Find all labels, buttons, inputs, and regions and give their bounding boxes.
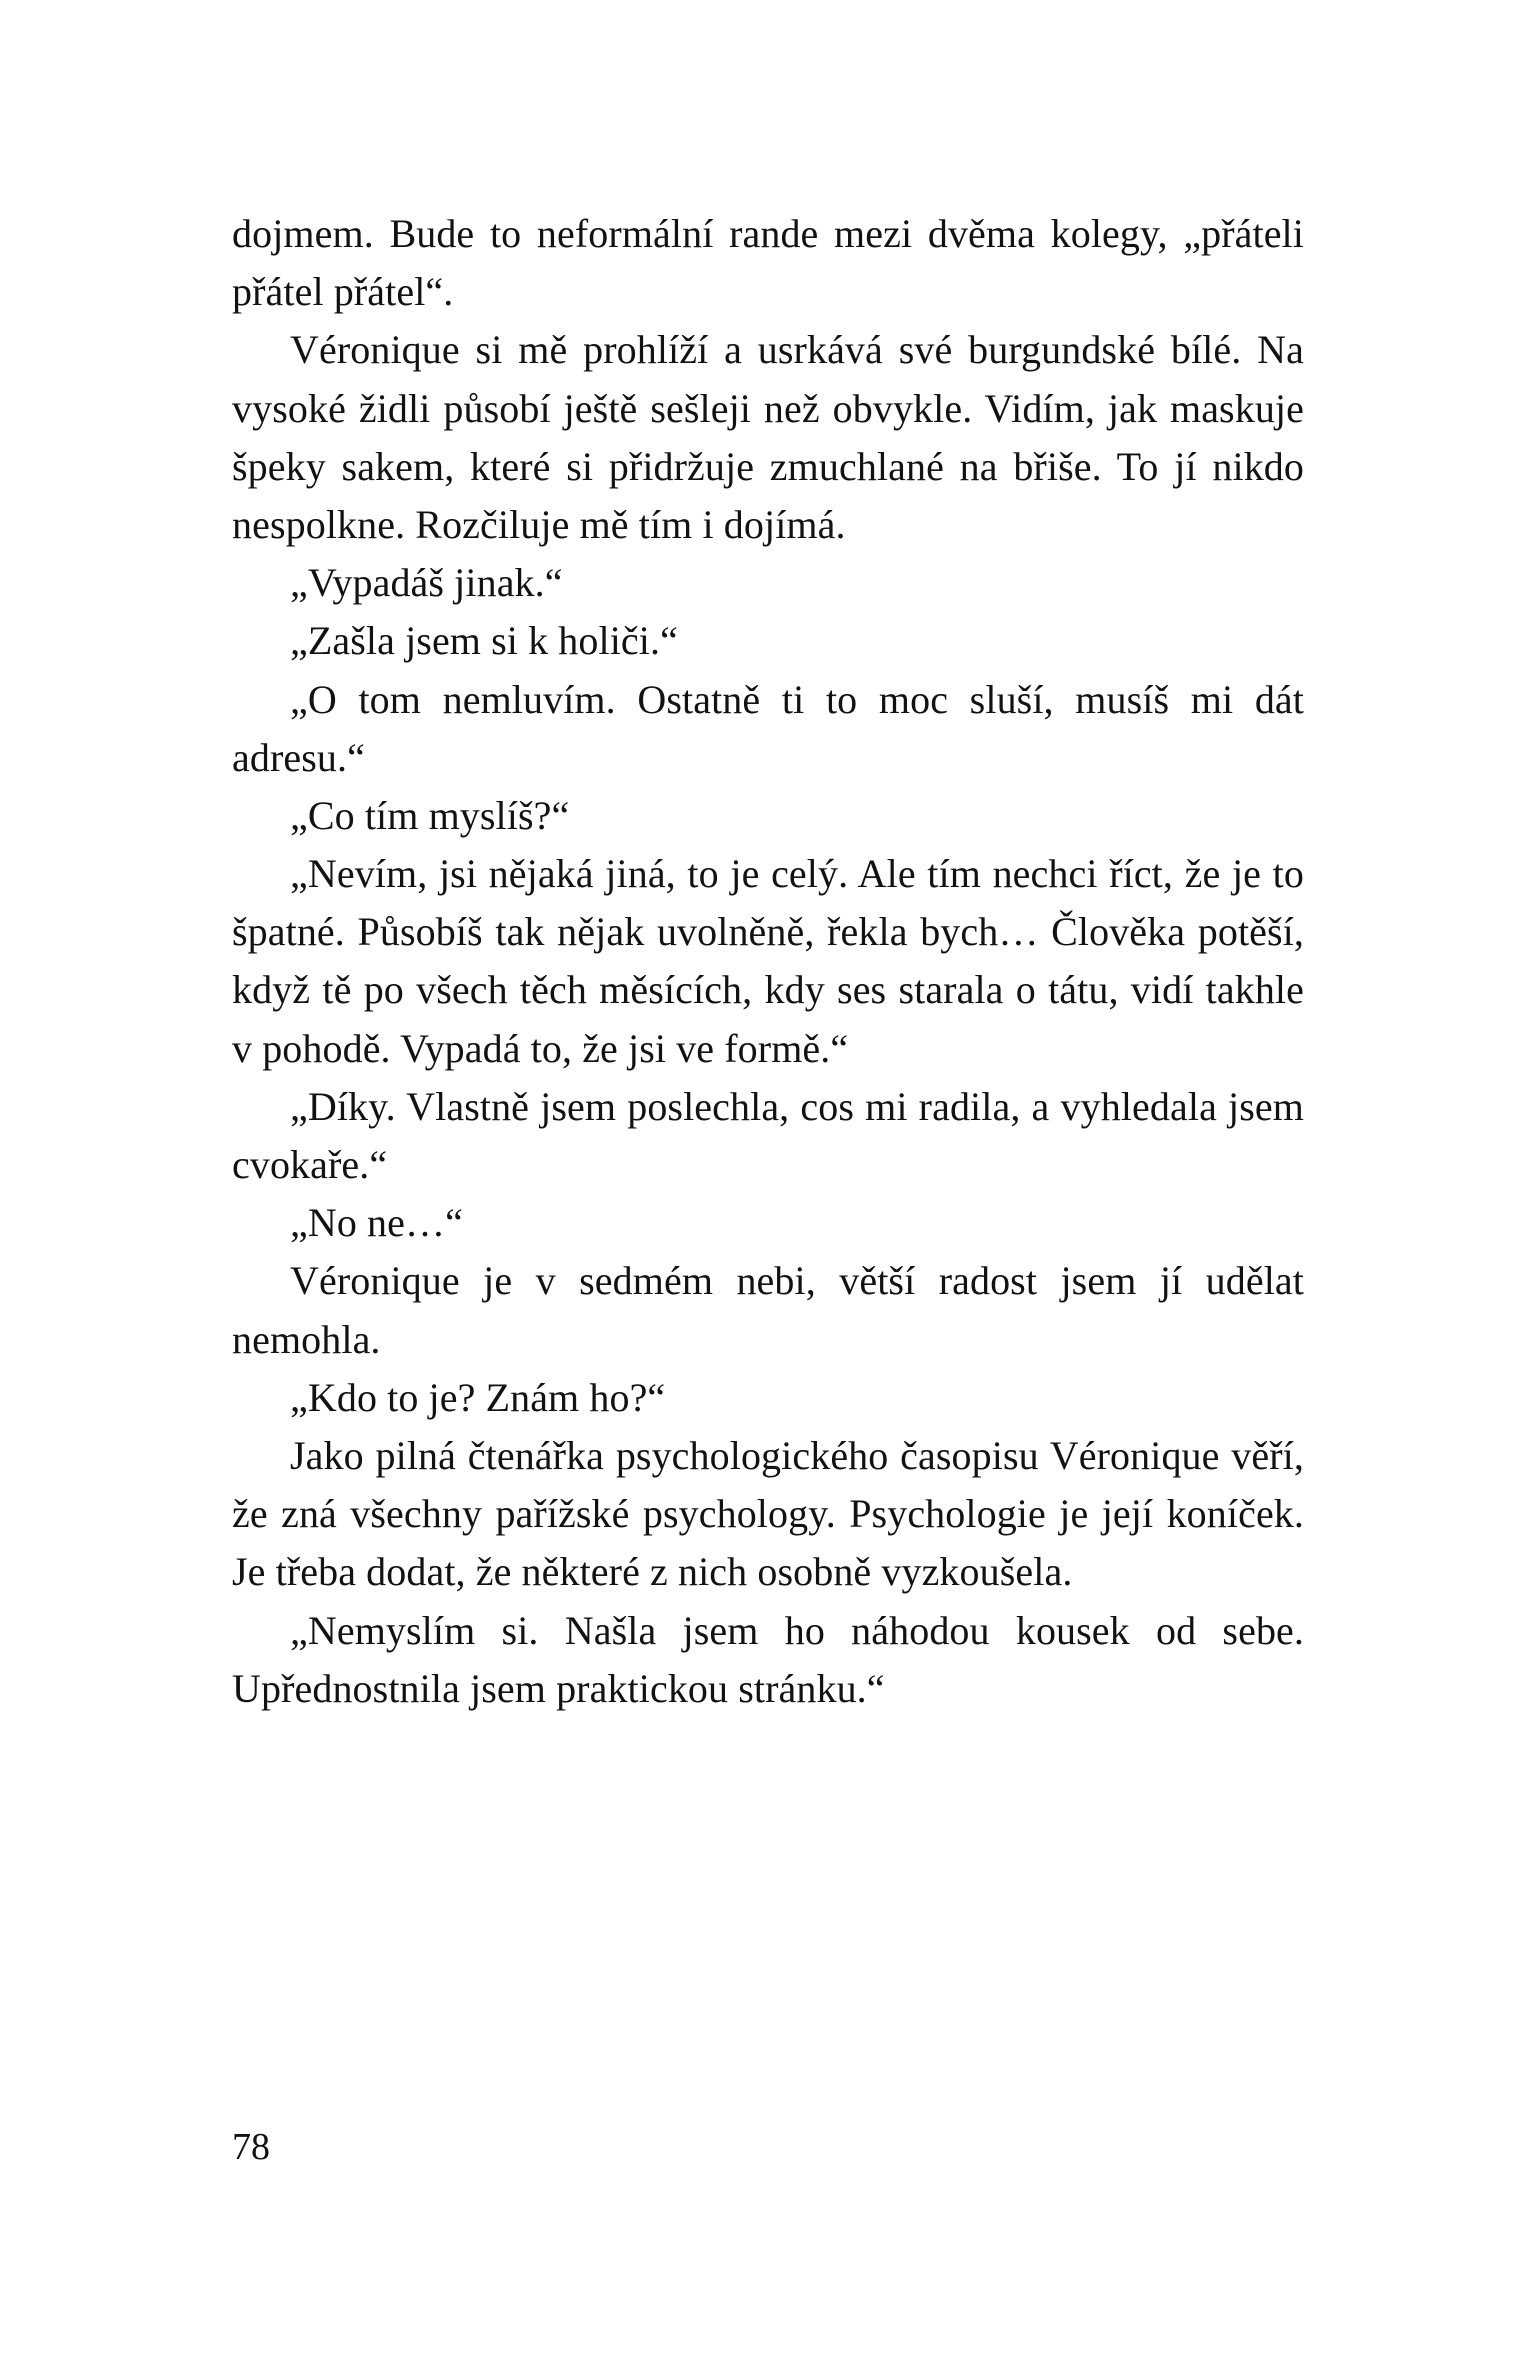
paragraph: „No ne…“ (290, 1200, 463, 1246)
paragraph: „Co tím myslíš?“ (290, 792, 570, 838)
paragraph: „Díky. Vlastně jsem poslechla, cos mi radila, a vyhledala jsem cvokaře.“ (232, 1083, 1304, 1187)
paragraph: Jako pilná čtenářka psychologického časopisu Véronique věří, že zná všechny pařížské psychology. Psychologie je její koníček. Je třeba dodat, že některé z nich osobně vyzkoušela. (232, 1432, 1304, 1595)
paragraph: „Zašla jsem si k holiči.“ (290, 618, 678, 664)
paragraph: „Nevím, jsi nějaká jiná, to je celý. Ale tím nechci říct, že je to špatné. Působíš tak nějak uvolněně, řekla bych… Člověka potěší, když tě po všech těch měsících, kdy ses starala o tátu, vidí takhle v pohodě. Vypadá to, že jsi ve formě.“ (232, 851, 1304, 1071)
paragraph: „Vypadáš jinak.“ (290, 560, 563, 606)
paragraph: dojmem. Bude to neformální rande mezi dvěma kolegy, „přáteli přátel přátel“. (232, 211, 1304, 315)
paragraph: Véronique si mě prohlíží a usrkává své burgundské bílé. Na vysoké židli působí ještě sešleji než obvykle. Vidím, jak maskuje špeky sakem, které si přidržuje zmuchlané na břiše. To jí nikdo nespolkne. Rozčiluje mě tím i dojímá. (232, 327, 1304, 547)
paragraph: „Nemyslím si. Našla jsem ho náhodou kousek od sebe. Upřednostnila jsem praktickou stránku.“ (232, 1607, 1304, 1711)
page-number: 78 (232, 2126, 270, 2168)
paragraph: Véronique je v sedmém nebi, větší radost jsem jí udělat nemohla. (232, 1258, 1304, 1362)
paragraph: „Kdo to je? Znám ho?“ (290, 1374, 666, 1420)
paragraph: „O tom nemluvím. Ostatně ti to moc sluší, musíš mi dát adresu.“ (232, 676, 1304, 780)
body-text (232, 205, 1304, 1718)
